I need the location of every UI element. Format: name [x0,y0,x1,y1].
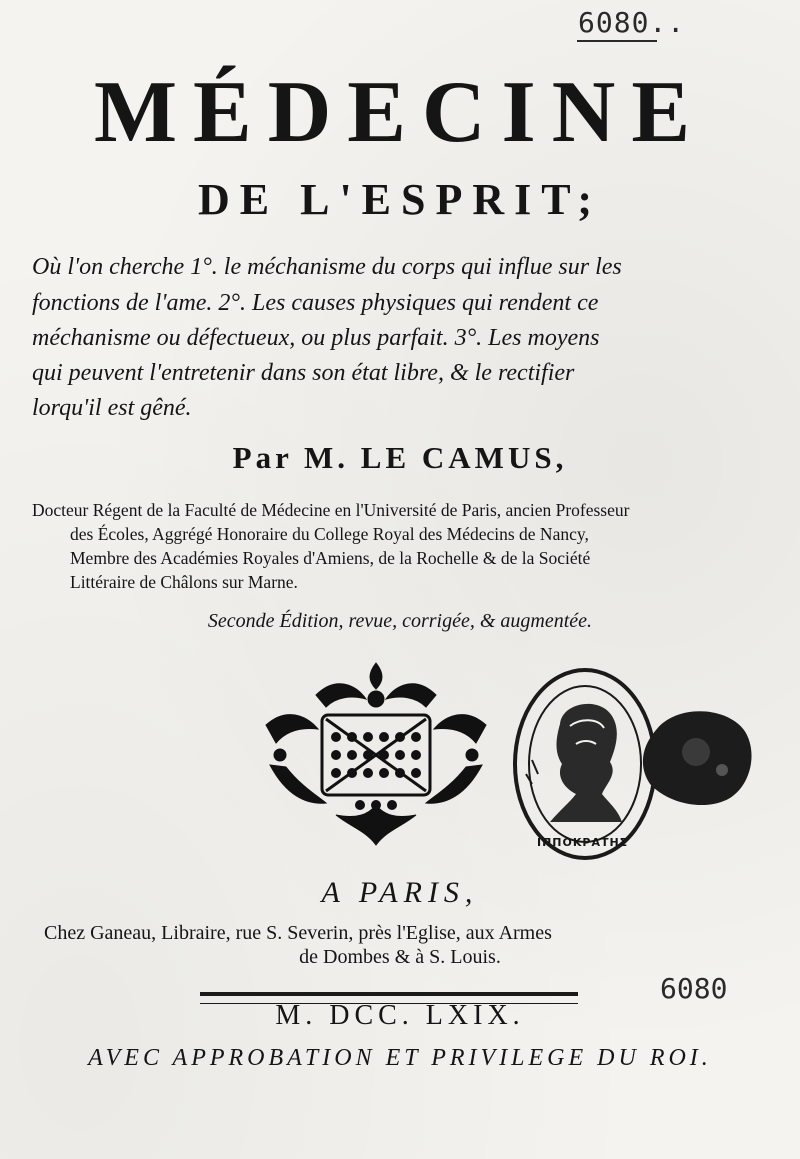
ink-blot-icon [636,700,756,810]
publication-date: M. DCC. LXIX. [275,1000,525,1031]
description-line-3: méchanisme ou défectueux, ou plus parfait. 3°. Les moyens [32,325,600,351]
subtitle: DE L'ESPRIT; [197,175,603,224]
author: Par M. LE CAMUS, [232,440,568,475]
publisher-line-1: Chez Ganeau, Libraire, rue S. Severin, près l'Eglise, aux Armes [44,922,552,944]
approbation: AVEC APPROBATION ET PRIVILEGE DU ROI. [88,1045,712,1071]
credentials-line-4: Littéraire de Châlons sur Marne. [70,572,298,592]
stamp-label: ΙΠΠΟΚΡΑΤΗΣ [537,836,629,849]
description-line-4: qui peuvent l'entretenir dans son état libre, & le rectifier [32,360,575,386]
description-line-5: lorqu'il est gêné. [32,395,192,421]
call-number-underline [577,40,657,42]
call-number-top: 6080.. [578,6,686,39]
credentials-line-2: des Écoles, Aggrégé Honoraire du College Royal des Médecins de Nancy, [70,524,589,544]
description-line-1: Où l'on cherche 1°. le méchanisme du corps qui influe sur les [32,254,622,280]
printers-ornament-icon [256,655,496,855]
place: A PARIS, [321,876,479,909]
edition: Seconde Édition, revue, corrigée, & augmentée. [207,610,593,632]
call-number-bottom: 6080 [660,972,728,1005]
credentials-line-3: Membre des Académies Royales d'Amiens, de la Rochelle & de la Société [70,548,591,568]
title: MÉDECINE [93,64,707,161]
credentials-line-1: Docteur Régent de la Faculté de Médecine en l'Université de Paris, ancien Professeur [32,500,630,520]
publisher-line-2: de Dombes & à S. Louis. [299,946,501,968]
description-line-2: fonctions de l'ame. 2°. Les causes physiques qui rendent ce [32,290,599,316]
